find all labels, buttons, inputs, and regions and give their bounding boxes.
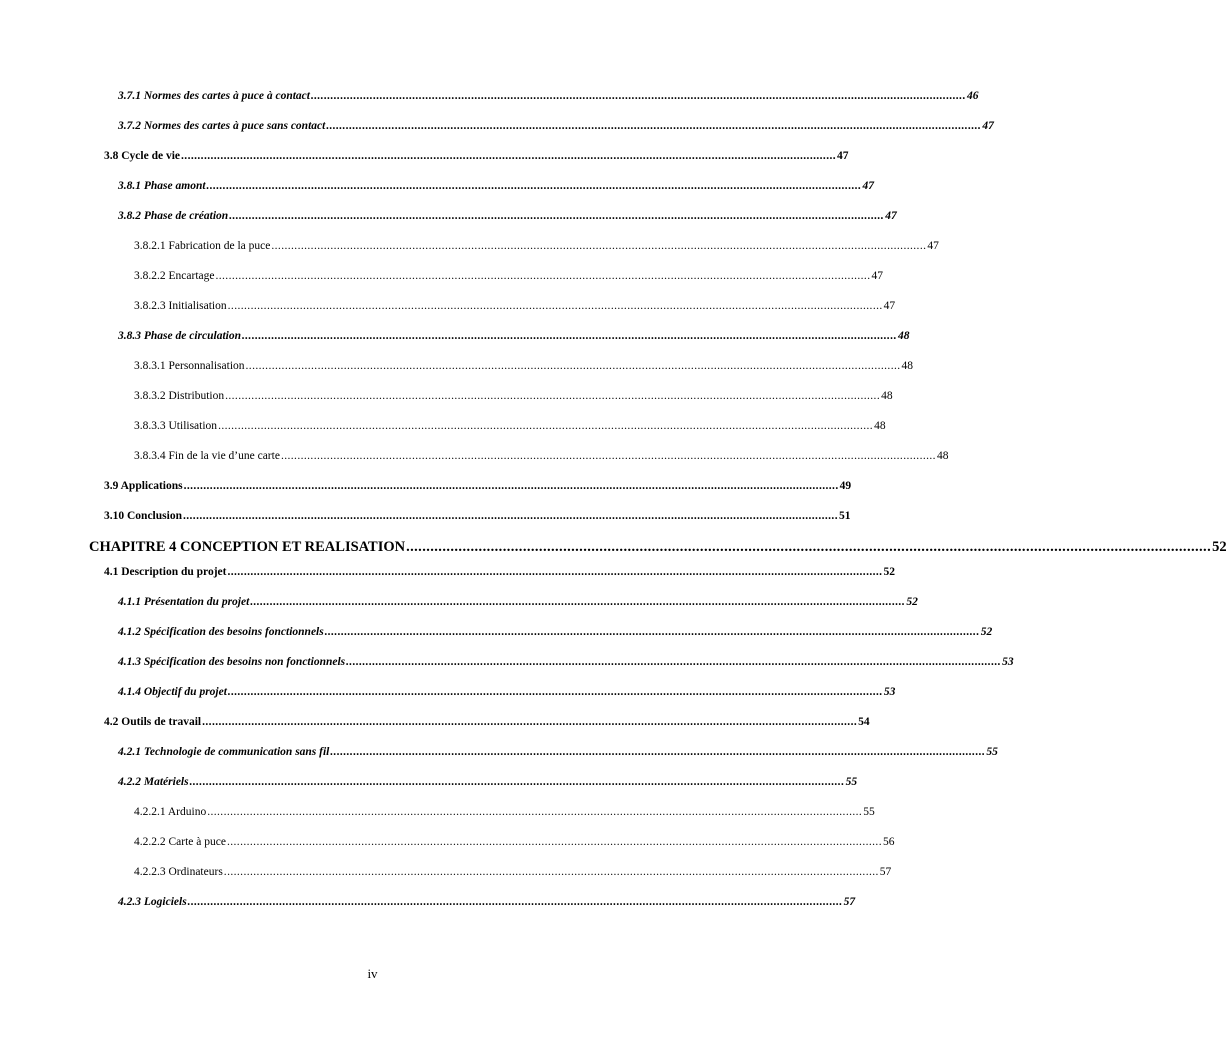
- toc-entry-title: 4.2.2.2 Carte à puce: [134, 836, 226, 848]
- toc-entry-4-2-2[interactable]: [118, 774, 858, 790]
- toc-entry-page: 49: [839, 480, 852, 492]
- toc-entry-title: 4.1.1 Présentation du projet: [118, 596, 250, 608]
- toc-entry-3-8-1[interactable]: [118, 178, 875, 194]
- toc-leader-dots: ........................................................................................................................................................................................................: [229, 210, 885, 222]
- toc-leader-dots: ........................................................................................................................................................................................................: [346, 656, 1002, 668]
- toc-entry-3-10[interactable]: [104, 508, 851, 524]
- toc-entry-page: 47: [871, 270, 883, 282]
- toc-leader-dots: ........................................................................................................................................................................................................: [206, 180, 862, 192]
- toc-leader-dots: ........................................................................................................................................................................................................: [189, 776, 845, 788]
- toc-entry-title: 3.10 Conclusion: [104, 510, 182, 522]
- toc-leader-dots: ........................................................................................................................................................................................................: [406, 539, 1212, 555]
- toc-leader-dots: ........................................................................................................................................................................................................: [223, 866, 879, 878]
- toc-entry-page: 47: [927, 240, 939, 252]
- toc-entry-3-9[interactable]: [104, 478, 852, 494]
- toc-entry-page: 51: [838, 510, 851, 522]
- toc-entry-title: 3.9 Applications: [104, 480, 183, 492]
- toc-entry-title: 4.1 Description du projet: [104, 566, 227, 578]
- toc-entry-title: CHAPITRE 4 CONCEPTION ET REALISATION: [89, 539, 406, 555]
- toc-leader-dots: ........................................................................................................................................................................................................: [187, 896, 843, 908]
- toc-entry-page: 55: [863, 806, 875, 818]
- toc-entry-3-8[interactable]: [104, 148, 849, 164]
- toc-leader-dots: ........................................................................................................................................................................................................: [310, 90, 966, 102]
- toc-entry-3-8-2-1[interactable]: [134, 238, 939, 254]
- toc-entry-title: 3.7.1 Normes des cartes à puce à contact: [118, 90, 310, 102]
- toc-leader-dots: ........................................................................................................................................................................................................: [226, 836, 882, 848]
- toc-entry-page: 56: [882, 836, 895, 848]
- toc-entry-page: 53: [883, 686, 896, 698]
- toc-entry-page: 48: [901, 360, 914, 372]
- toc-entry-3-8-2-3[interactable]: [134, 298, 896, 314]
- toc-entry-page: 53: [1002, 656, 1014, 668]
- toc-entry-3-8-2-2[interactable]: [134, 268, 883, 284]
- toc-entry-3-8-3[interactable]: [118, 328, 910, 344]
- toc-entry-4-2-2-1[interactable]: [134, 804, 875, 820]
- toc-entry-4-1-2[interactable]: [118, 624, 993, 640]
- toc-entry-title: 3.8.2.3 Initialisation: [134, 300, 227, 312]
- toc-entry-3-8-3-1[interactable]: [134, 358, 914, 374]
- toc-entry-title: 3.8.3 Phase de circulation: [118, 330, 241, 342]
- toc-entry-page: 48: [936, 450, 949, 462]
- toc-entry-title: 4.1.3 Spécification des besoins non fonctionnels: [118, 656, 346, 668]
- toc-leader-dots: ........................................................................................................................................................................................................: [207, 806, 863, 818]
- toc-leader-dots: ........................................................................................................................................................................................................: [218, 420, 874, 432]
- toc-entry-page: 52: [883, 566, 895, 578]
- toc-entry-page: 54: [858, 716, 870, 728]
- toc-entry-title: 3.8.3.2 Distribution: [134, 390, 225, 402]
- toc-entry-page: 57: [879, 866, 892, 878]
- toc-leader-dots: ........................................................................................................................................................................................................: [271, 240, 927, 252]
- toc-entry-4-1-4[interactable]: [118, 684, 896, 700]
- toc-entry-title: 3.8.2 Phase de création: [118, 210, 229, 222]
- toc-leader-dots: ........................................................................................................................................................................................................: [215, 270, 871, 282]
- toc-entry-title: 4.1.4 Objectif du projet: [118, 686, 227, 698]
- toc-entry-title: 4.1.2 Spécification des besoins fonctionnels: [118, 626, 324, 638]
- toc-entry-page: 47: [862, 180, 875, 192]
- toc-entry-page: 48: [881, 390, 893, 402]
- toc-entry-title: 4.2.2.1 Arduino: [134, 806, 207, 818]
- toc-leader-dots: ........................................................................................................................................................................................................: [182, 510, 838, 522]
- toc-entry-4-1[interactable]: [104, 564, 895, 580]
- toc-entry-4-2-1[interactable]: [118, 744, 998, 760]
- toc-entry-title: 3.8 Cycle de vie: [104, 150, 181, 162]
- toc-entry-page: 57: [843, 896, 856, 908]
- toc-entry-title: 3.8.3.4 Fin de la vie d’une carte: [134, 450, 280, 462]
- toc-entry-page: 47: [837, 150, 849, 162]
- toc-leader-dots: ........................................................................................................................................................................................................: [242, 330, 897, 342]
- toc-entry-page: 55: [986, 746, 998, 758]
- toc-entry-title: 4.2.2.3 Ordinateurs: [134, 866, 223, 878]
- toc-leader-dots: ........................................................................................................................................................................................................: [330, 746, 986, 758]
- toc-entry-title: 3.8.3.3 Utilisation: [134, 420, 218, 432]
- toc-entry-3-8-3-4[interactable]: [134, 448, 949, 464]
- toc-entry-4-2[interactable]: [104, 714, 870, 730]
- toc-entry-title: 4.2.1 Technologie de communication sans fil: [118, 746, 330, 758]
- toc-entry-4-2-3[interactable]: [118, 894, 856, 910]
- toc-entry-4-2-2-2[interactable]: [134, 834, 895, 850]
- toc-entry-page: 48: [874, 420, 886, 432]
- toc-entry-4-2-2-3[interactable]: [134, 864, 892, 880]
- toc-leader-dots: ........................................................................................................................................................................................................: [225, 390, 881, 402]
- toc-entry-page: 47: [885, 210, 897, 222]
- toc-entry-3-7-1[interactable]: [118, 88, 979, 104]
- toc-entry-page: 47: [883, 300, 896, 312]
- toc-entry-title: 4.2.3 Logiciels: [118, 896, 187, 908]
- toc-entry-page: 46: [966, 90, 979, 102]
- toc-entry-title: 3.8.2.2 Encartage: [134, 270, 215, 282]
- toc-entry-title: 4.2.2 Matériels: [118, 776, 189, 788]
- toc-entry-3-8-3-2[interactable]: [134, 388, 893, 404]
- toc-leader-dots: ........................................................................................................................................................................................................: [227, 566, 883, 578]
- toc-entry-page: 52: [980, 626, 993, 638]
- toc-entry-4-1-1[interactable]: [118, 594, 918, 610]
- toc-leader-dots: ........................................................................................................................................................................................................: [227, 300, 883, 312]
- toc-leader-dots: ........................................................................................................................................................................................................: [250, 596, 906, 608]
- toc-entry-title: 3.8.1 Phase amont: [118, 180, 206, 192]
- toc-leader-dots: ........................................................................................................................................................................................................: [245, 360, 901, 372]
- toc-leader-dots: ........................................................................................................................................................................................................: [227, 686, 883, 698]
- toc-leader-dots: ........................................................................................................................................................................................................: [183, 480, 839, 492]
- toc-leader-dots: ........................................................................................................................................................................................................: [181, 150, 837, 162]
- toc-entry-3-8-3-3[interactable]: [134, 418, 886, 434]
- toc-entry-page: 52: [906, 596, 918, 608]
- toc-entry-chapter-4[interactable]: [89, 538, 1227, 556]
- toc-entry-page: 52: [1212, 539, 1227, 555]
- toc-leader-dots: ........................................................................................................................................................................................................: [326, 120, 982, 132]
- toc-entry-3-7-2[interactable]: [118, 118, 994, 134]
- toc-leader-dots: ........................................................................................................................................................................................................: [280, 450, 936, 462]
- toc-entry-page: 48: [898, 330, 910, 342]
- toc-entry-page: 55: [845, 776, 858, 788]
- toc-entry-title: 4.2 Outils de travail: [104, 716, 202, 728]
- page-number: iv: [367, 966, 378, 981]
- toc-entry-title: 3.7.2 Normes des cartes à puce sans contact: [118, 120, 326, 132]
- toc-leader-dots: ........................................................................................................................................................................................................: [324, 626, 980, 638]
- toc-entry-4-1-3[interactable]: [118, 654, 1014, 670]
- toc-entry-title: 3.8.3.1 Personnalisation: [134, 360, 245, 372]
- toc-entry-title: 3.8.2.1 Fabrication de la puce: [134, 240, 271, 252]
- toc-entry-3-8-2[interactable]: [118, 208, 897, 224]
- toc-leader-dots: ........................................................................................................................................................................................................: [202, 716, 858, 728]
- toc-entry-page: 47: [982, 120, 994, 132]
